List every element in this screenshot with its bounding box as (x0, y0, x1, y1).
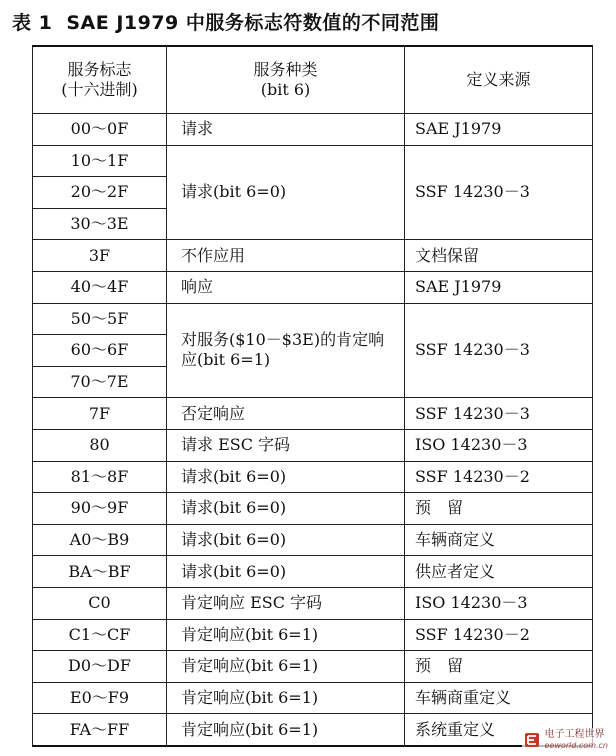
service-kind-cell: 肯定响应(bit 6=1) (167, 714, 405, 746)
service-kind-cell: 不作应用 (167, 240, 405, 272)
header-service-kind-line2: (bit 6) (260, 80, 311, 99)
definition-source-cell: SSF 14230－2 (405, 461, 593, 493)
definition-source-cell: 预 留 (405, 493, 593, 525)
table-caption: SAE J1979 中服务标志符数值的不同范围 (66, 12, 440, 34)
service-id-cell: 40～4F (33, 271, 167, 303)
definition-source-cell: SAE J1979 (405, 114, 593, 146)
table-row (33, 587, 593, 619)
service-id-cell: 10～1F (33, 145, 167, 177)
table-row (33, 271, 593, 303)
table-row (33, 524, 593, 556)
table-row (33, 429, 593, 461)
header-service-id-line2: (十六进制) (61, 80, 138, 99)
service-kind-cell: 请求(bit 6=0) (167, 524, 405, 556)
service-id-cell: 70～7E (33, 366, 167, 398)
service-kind-cell: 对服务($10－$3E)的肯定响应(bit 6=1) (167, 303, 405, 398)
service-id-cell: 50～5F (33, 303, 167, 335)
table-row (33, 303, 593, 335)
definition-source-cell: 车辆商定义 (405, 524, 593, 556)
watermark-url: eeworld.com.cn (544, 741, 608, 750)
table-row (33, 398, 593, 430)
service-kind-cell: 请求(bit 6=0) (167, 556, 405, 588)
service-id-cell: FA～FF (33, 714, 167, 746)
definition-source-cell: SSF 14230－3 (405, 303, 593, 398)
service-kind-cell: 响应 (167, 271, 405, 303)
service-id-cell: A0～B9 (33, 524, 167, 556)
service-id-cell: 20～2F (33, 177, 167, 209)
service-id-cell: C0 (33, 587, 167, 619)
table-row (33, 619, 593, 651)
header-row (33, 46, 593, 114)
service-kind-cell: 请求(bit 6=0) (167, 461, 405, 493)
definition-source-cell: 供应者定义 (405, 556, 593, 588)
table-title (12, 6, 608, 40)
definition-source-cell: ISO 14230－3 (405, 429, 593, 461)
service-id-cell: 81～8F (33, 461, 167, 493)
header-service-id (33, 46, 167, 114)
watermark-name: 电子工程世界 (544, 729, 605, 740)
definition-source-cell: SSF 14230－2 (405, 619, 593, 651)
service-id-cell: C1～CF (33, 619, 167, 651)
header-definition-source: 定义来源 (405, 46, 593, 114)
table-row (33, 493, 593, 525)
eeworld-logo-icon (524, 732, 540, 748)
definition-source-cell: SSF 14230－3 (405, 145, 593, 240)
service-id-cell: 90～9F (33, 493, 167, 525)
service-id-cell: 00～0F (33, 114, 167, 146)
watermark (522, 728, 610, 752)
service-id-cell: 30～3E (33, 208, 167, 240)
definition-source-cell: ISO 14230－3 (405, 587, 593, 619)
table-row (33, 682, 593, 714)
table-row (33, 556, 593, 588)
service-kind-cell: 请求(bit 6=0) (167, 145, 405, 240)
header-service-kind (167, 46, 405, 114)
table-row (33, 114, 593, 146)
service-kind-cell: 否定响应 (167, 398, 405, 430)
definition-source-cell: 系统重定义 (405, 714, 593, 746)
service-id-cell: 3F (33, 240, 167, 272)
table-row (33, 461, 593, 493)
service-kind-cell: 肯定响应(bit 6=1) (167, 651, 405, 683)
service-kind-cell: 请求(bit 6=0) (167, 493, 405, 525)
definition-source-cell: 文档保留 (405, 240, 593, 272)
table-row (33, 714, 593, 746)
header-service-kind-line1: 服务种类 (253, 60, 318, 79)
definition-source-cell: 车辆商重定义 (405, 682, 593, 714)
service-id-cell: D0～DF (33, 651, 167, 683)
definition-source-cell: 预 留 (405, 651, 593, 683)
service-kind-cell: 肯定响应(bit 6=1) (167, 619, 405, 651)
service-kind-cell: 请求 (167, 114, 405, 146)
service-id-table (32, 45, 593, 747)
table-row (33, 145, 593, 177)
service-id-cell: BA～BF (33, 556, 167, 588)
service-id-cell: 60～6F (33, 335, 167, 367)
table-number: 表 1 (12, 12, 53, 34)
definition-source-cell: SSF 14230－3 (405, 398, 593, 430)
service-id-cell: 80 (33, 429, 167, 461)
header-service-id-line1: 服务标志 (67, 60, 132, 79)
service-kind-cell: 请求 ESC 字码 (167, 429, 405, 461)
definition-source-cell: SAE J1979 (405, 271, 593, 303)
table-row (33, 651, 593, 683)
service-kind-cell: 肯定响应 ESC 字码 (167, 587, 405, 619)
service-id-cell: 7F (33, 398, 167, 430)
table-row (33, 240, 593, 272)
service-kind-cell: 肯定响应(bit 6=1) (167, 682, 405, 714)
service-id-cell: E0～F9 (33, 682, 167, 714)
